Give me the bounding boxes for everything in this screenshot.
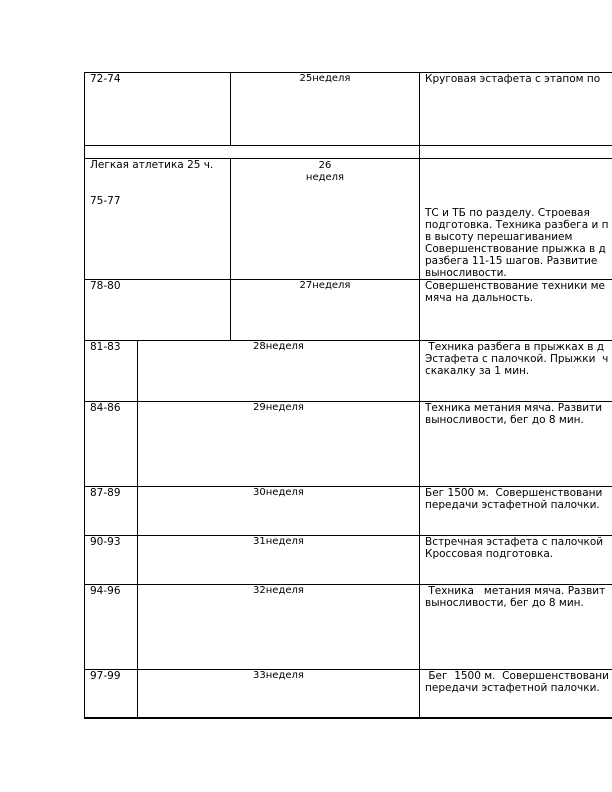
lesson-content: Техника метания мяча. Развити выносливости, бег до 8 мин.: [425, 402, 603, 426]
column-divider: [137, 340, 138, 719]
lesson-content: Совершенствование техники ме мяча на дальность.: [425, 280, 605, 304]
section-title: Легкая атлетика 25 ч.: [90, 159, 214, 171]
lesson-number: 78-80: [90, 280, 121, 292]
row-divider: [84, 145, 612, 146]
lesson-number: 72-74: [90, 73, 121, 85]
lesson-number: 90-93: [90, 536, 121, 548]
column-divider: [230, 158, 231, 340]
lesson-number: 81-83: [90, 341, 121, 353]
week-label: 25неделя: [299, 73, 351, 84]
lesson-content: Бег 1500 м. Совершенствовани передачи эстафетной палочки.: [425, 670, 610, 694]
week-label: 28неделя: [253, 341, 304, 352]
lesson-content: Техника метания мяча. Развит выносливости, бег до 8 мин.: [425, 585, 606, 609]
lesson-number: 75-77: [90, 195, 121, 207]
lesson-content: Круговая эстафета с этапом по: [425, 73, 601, 85]
table-bottom-border: [84, 717, 612, 719]
lesson-number: 87-89: [90, 487, 121, 499]
week-label: 33неделя: [253, 670, 304, 681]
table-left-border: [84, 72, 85, 719]
lesson-number: 97-99: [90, 670, 121, 682]
week-label: 32неделя: [253, 585, 304, 596]
lesson-number: 94-96: [90, 585, 121, 597]
lesson-content: Встречная эстафета с палочкой Кроссовая подготовка.: [425, 536, 604, 560]
week-label: 27неделя: [299, 280, 351, 291]
lesson-content: ТС и ТБ по разделу. Строевая подготовка. Техника разбега и п в высоту перешагиванием Совершенствование прыжка в д разбега 11-15 шагов. Развитие выносливости.: [425, 207, 609, 279]
lesson-content: Бег 1500 м. Совершенствовани передачи эстафетной палочки.: [425, 487, 603, 511]
week-label: 29неделя: [253, 402, 304, 413]
week-label: 31неделя: [253, 536, 304, 547]
week-label: 26 неделя: [305, 160, 345, 183]
lesson-number: 84-86: [90, 402, 121, 414]
week-label: 30неделя: [253, 487, 304, 498]
lesson-content: Техника разбега в прыжках в д Эстафета с палочкой. Прыжки ч скакалку за 1 мин.: [425, 341, 609, 377]
